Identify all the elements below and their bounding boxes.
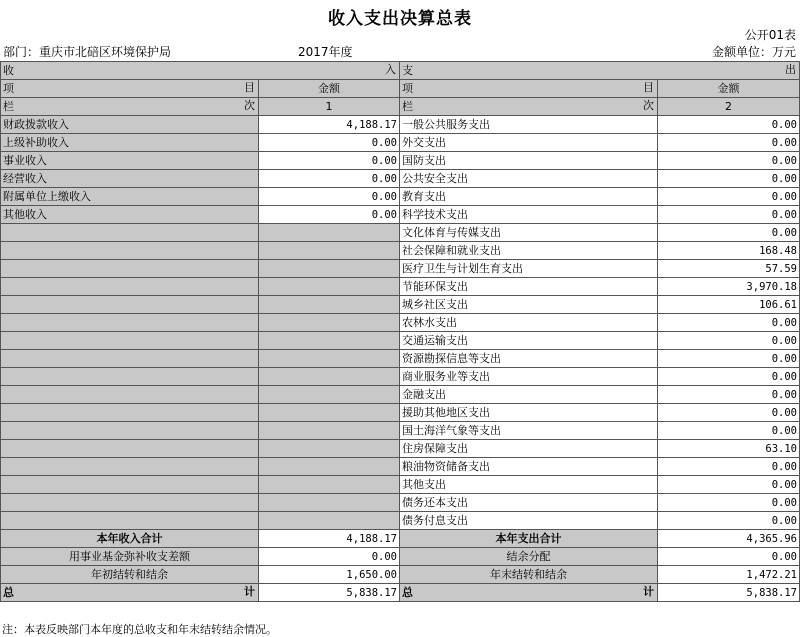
expense-item-label: 粮油物资储备支出 — [400, 458, 658, 476]
table-row — [1, 224, 800, 242]
expense-item-label: 资源勘探信息等支出 — [400, 350, 658, 368]
income-item-label — [1, 386, 259, 404]
income-item-value — [259, 278, 400, 296]
expense-item-header: 项 目 — [400, 80, 658, 98]
income-item-label: 其他收入 — [1, 206, 259, 224]
expense-amount-header: 金额 — [658, 80, 800, 98]
expense-item-label: 债务还本支出 — [400, 494, 658, 512]
expense-summary-label: 本年支出合计 — [400, 530, 658, 548]
income-item-label — [1, 296, 259, 314]
expense-item-label: 商业服务业等支出 — [400, 368, 658, 386]
table-body — [1, 116, 800, 530]
expense-item-value: 0.00 — [658, 404, 800, 422]
income-item-value: 0.00 — [259, 206, 400, 224]
expense-item-label: 科学技术支出 — [400, 206, 658, 224]
income-total-label: 总 计 — [1, 584, 259, 602]
expense-item-label: 国土海洋气象等支出 — [400, 422, 658, 440]
expense-item-label: 城乡社区支出 — [400, 296, 658, 314]
expense-item-value: 57.59 — [658, 260, 800, 278]
expense-total-label: 总 计 — [400, 584, 658, 602]
income-summary-label: 用事业基金弥补收支差额 — [1, 548, 259, 566]
report-title: 收入支出决算总表 — [328, 9, 472, 29]
income-item-label — [1, 422, 259, 440]
income-item-label — [1, 458, 259, 476]
expense-item-label: 交通运输支出 — [400, 332, 658, 350]
expense-item-label: 住房保障支出 — [400, 440, 658, 458]
report-meta — [0, 43, 800, 60]
expense-item-label: 农林水支出 — [400, 314, 658, 332]
expense-item-value: 0.00 — [658, 422, 800, 440]
table-row — [1, 206, 800, 224]
expense-total-value: 5,838.17 — [658, 584, 800, 602]
income-item-value — [259, 440, 400, 458]
income-item-value — [259, 350, 400, 368]
expense-summary-value: 4,365.96 — [658, 530, 800, 548]
expense-item-label: 文化体育与传媒支出 — [400, 224, 658, 242]
expense-item-label: 节能环保支出 — [400, 278, 658, 296]
expense-item-value: 0.00 — [658, 134, 800, 152]
expense-item-label: 其他支出 — [400, 476, 658, 494]
table-row — [1, 422, 800, 440]
expense-item-value: 0.00 — [658, 350, 800, 368]
expense-summary-label: 结余分配 — [400, 548, 658, 566]
income-item-label: 财政拨款收入 — [1, 116, 259, 134]
income-item-label — [1, 224, 259, 242]
income-item-label — [1, 368, 259, 386]
table-row — [1, 368, 800, 386]
expense-item-label: 援助其他地区支出 — [400, 404, 658, 422]
income-item-label — [1, 512, 259, 530]
expense-section-header: 支 出 — [400, 62, 800, 80]
table-row — [1, 440, 800, 458]
table-row — [1, 278, 800, 296]
income-summary-label: 年初结转和结余 — [1, 566, 259, 584]
table-total-row — [1, 584, 800, 602]
expense-item-label: 公共安全支出 — [400, 170, 658, 188]
income-item-label — [1, 440, 259, 458]
income-summary-label: 本年收入合计 — [1, 530, 259, 548]
expense-item-value: 106.61 — [658, 296, 800, 314]
table-row — [1, 170, 800, 188]
expense-item-value: 3,970.18 — [658, 278, 800, 296]
income-item-value — [259, 422, 400, 440]
income-item-value — [259, 386, 400, 404]
income-item-value — [259, 314, 400, 332]
table-row — [1, 242, 800, 260]
income-item-value — [259, 512, 400, 530]
expense-item-label: 外交支出 — [400, 134, 658, 152]
expense-item-value: 0.00 — [658, 152, 800, 170]
expense-column-label: 栏 次 — [400, 98, 658, 116]
table-row — [1, 404, 800, 422]
income-item-value — [259, 458, 400, 476]
income-item-label: 上级补助收入 — [1, 134, 259, 152]
income-item-value — [259, 296, 400, 314]
summary-row — [1, 530, 800, 548]
expense-item-value: 0.00 — [658, 386, 800, 404]
expense-item-value: 0.00 — [658, 116, 800, 134]
expense-item-value: 0.00 — [658, 188, 800, 206]
table-row — [1, 494, 800, 512]
income-item-value — [259, 260, 400, 278]
income-item-label — [1, 404, 259, 422]
expense-item-value: 0.00 — [658, 206, 800, 224]
table-row — [1, 458, 800, 476]
expense-item-label: 教育支出 — [400, 188, 658, 206]
table-header-row — [1, 62, 800, 80]
income-item-label — [1, 476, 259, 494]
income-item-label — [1, 332, 259, 350]
income-item-value: 0.00 — [259, 134, 400, 152]
income-item-label: 经营收入 — [1, 170, 259, 188]
expense-item-value: 0.00 — [658, 458, 800, 476]
income-item-label — [1, 314, 259, 332]
income-item-label — [1, 494, 259, 512]
table-row — [1, 314, 800, 332]
income-summary-value: 0.00 — [259, 548, 400, 566]
expense-item-label: 一般公共服务支出 — [400, 116, 658, 134]
expense-item-value: 0.00 — [658, 476, 800, 494]
table-summary — [1, 530, 800, 584]
expense-item-label: 社会保障和就业支出 — [400, 242, 658, 260]
table-row — [1, 296, 800, 314]
expense-item-value: 0.00 — [658, 512, 800, 530]
table-header-row — [1, 80, 800, 98]
income-item-label: 事业收入 — [1, 152, 259, 170]
income-column-label: 栏 次 — [1, 98, 259, 116]
expense-item-value: 63.10 — [658, 440, 800, 458]
income-section-header: 收 入 — [1, 62, 400, 80]
expense-summary-value: 0.00 — [658, 548, 800, 566]
expense-item-label: 医疗卫生与计划生育支出 — [400, 260, 658, 278]
table-row — [1, 476, 800, 494]
table-row — [1, 116, 800, 134]
income-summary-value: 4,188.17 — [259, 530, 400, 548]
income-item-value — [259, 224, 400, 242]
expense-item-value: 0.00 — [658, 314, 800, 332]
expense-item-value: 0.00 — [658, 224, 800, 242]
income-item-header: 项 目 — [1, 80, 259, 98]
income-column-number: 1 — [259, 98, 400, 116]
expense-summary-label: 年末结转和结余 — [400, 566, 658, 584]
summary-row — [1, 566, 800, 584]
income-item-value — [259, 242, 400, 260]
income-item-value — [259, 476, 400, 494]
amount-unit: 金额单位：万元 — [711, 45, 796, 59]
income-summary-value: 1,650.00 — [259, 566, 400, 584]
income-item-value: 4,188.17 — [259, 116, 400, 134]
expense-item-value: 168.48 — [658, 242, 800, 260]
income-item-label — [1, 242, 259, 260]
expense-item-value: 0.00 — [658, 494, 800, 512]
income-amount-header: 金额 — [259, 80, 400, 98]
table-row — [1, 512, 800, 530]
table-header-row — [1, 98, 800, 116]
department-label: 部门：重庆市北碚区环境保护局 — [3, 45, 172, 59]
table-row — [1, 188, 800, 206]
income-item-value — [259, 332, 400, 350]
table-row — [1, 260, 800, 278]
expense-item-value: 0.00 — [658, 170, 800, 188]
expense-item-value: 0.00 — [658, 332, 800, 350]
summary-row — [1, 548, 800, 566]
income-item-value — [259, 494, 400, 512]
table-row — [1, 152, 800, 170]
expense-column-number: 2 — [658, 98, 800, 116]
footnote: 注：本表反映部门本年度的总收支和年末结转结余情况。 — [2, 623, 277, 636]
income-total-value: 5,838.17 — [259, 584, 400, 602]
income-item-label — [1, 350, 259, 368]
fiscal-year: 2017年度 — [298, 45, 353, 59]
expense-item-label: 国防支出 — [400, 152, 658, 170]
table-row — [1, 134, 800, 152]
income-item-value: 0.00 — [259, 188, 400, 206]
income-item-label — [1, 260, 259, 278]
form-number: 公开01表 — [744, 28, 796, 42]
table-row — [1, 332, 800, 350]
table-row — [1, 350, 800, 368]
budget-table — [0, 61, 800, 602]
income-item-label — [1, 278, 259, 296]
expense-item-label: 债务付息支出 — [400, 512, 658, 530]
income-item-value: 0.00 — [259, 170, 400, 188]
income-item-value — [259, 368, 400, 386]
expense-item-label: 金融支出 — [400, 386, 658, 404]
income-item-value — [259, 404, 400, 422]
income-item-value: 0.00 — [259, 152, 400, 170]
expense-summary-value: 1,472.21 — [658, 566, 800, 584]
income-item-label: 附属单位上缴收入 — [1, 188, 259, 206]
table-row — [1, 386, 800, 404]
expense-item-value: 0.00 — [658, 368, 800, 386]
